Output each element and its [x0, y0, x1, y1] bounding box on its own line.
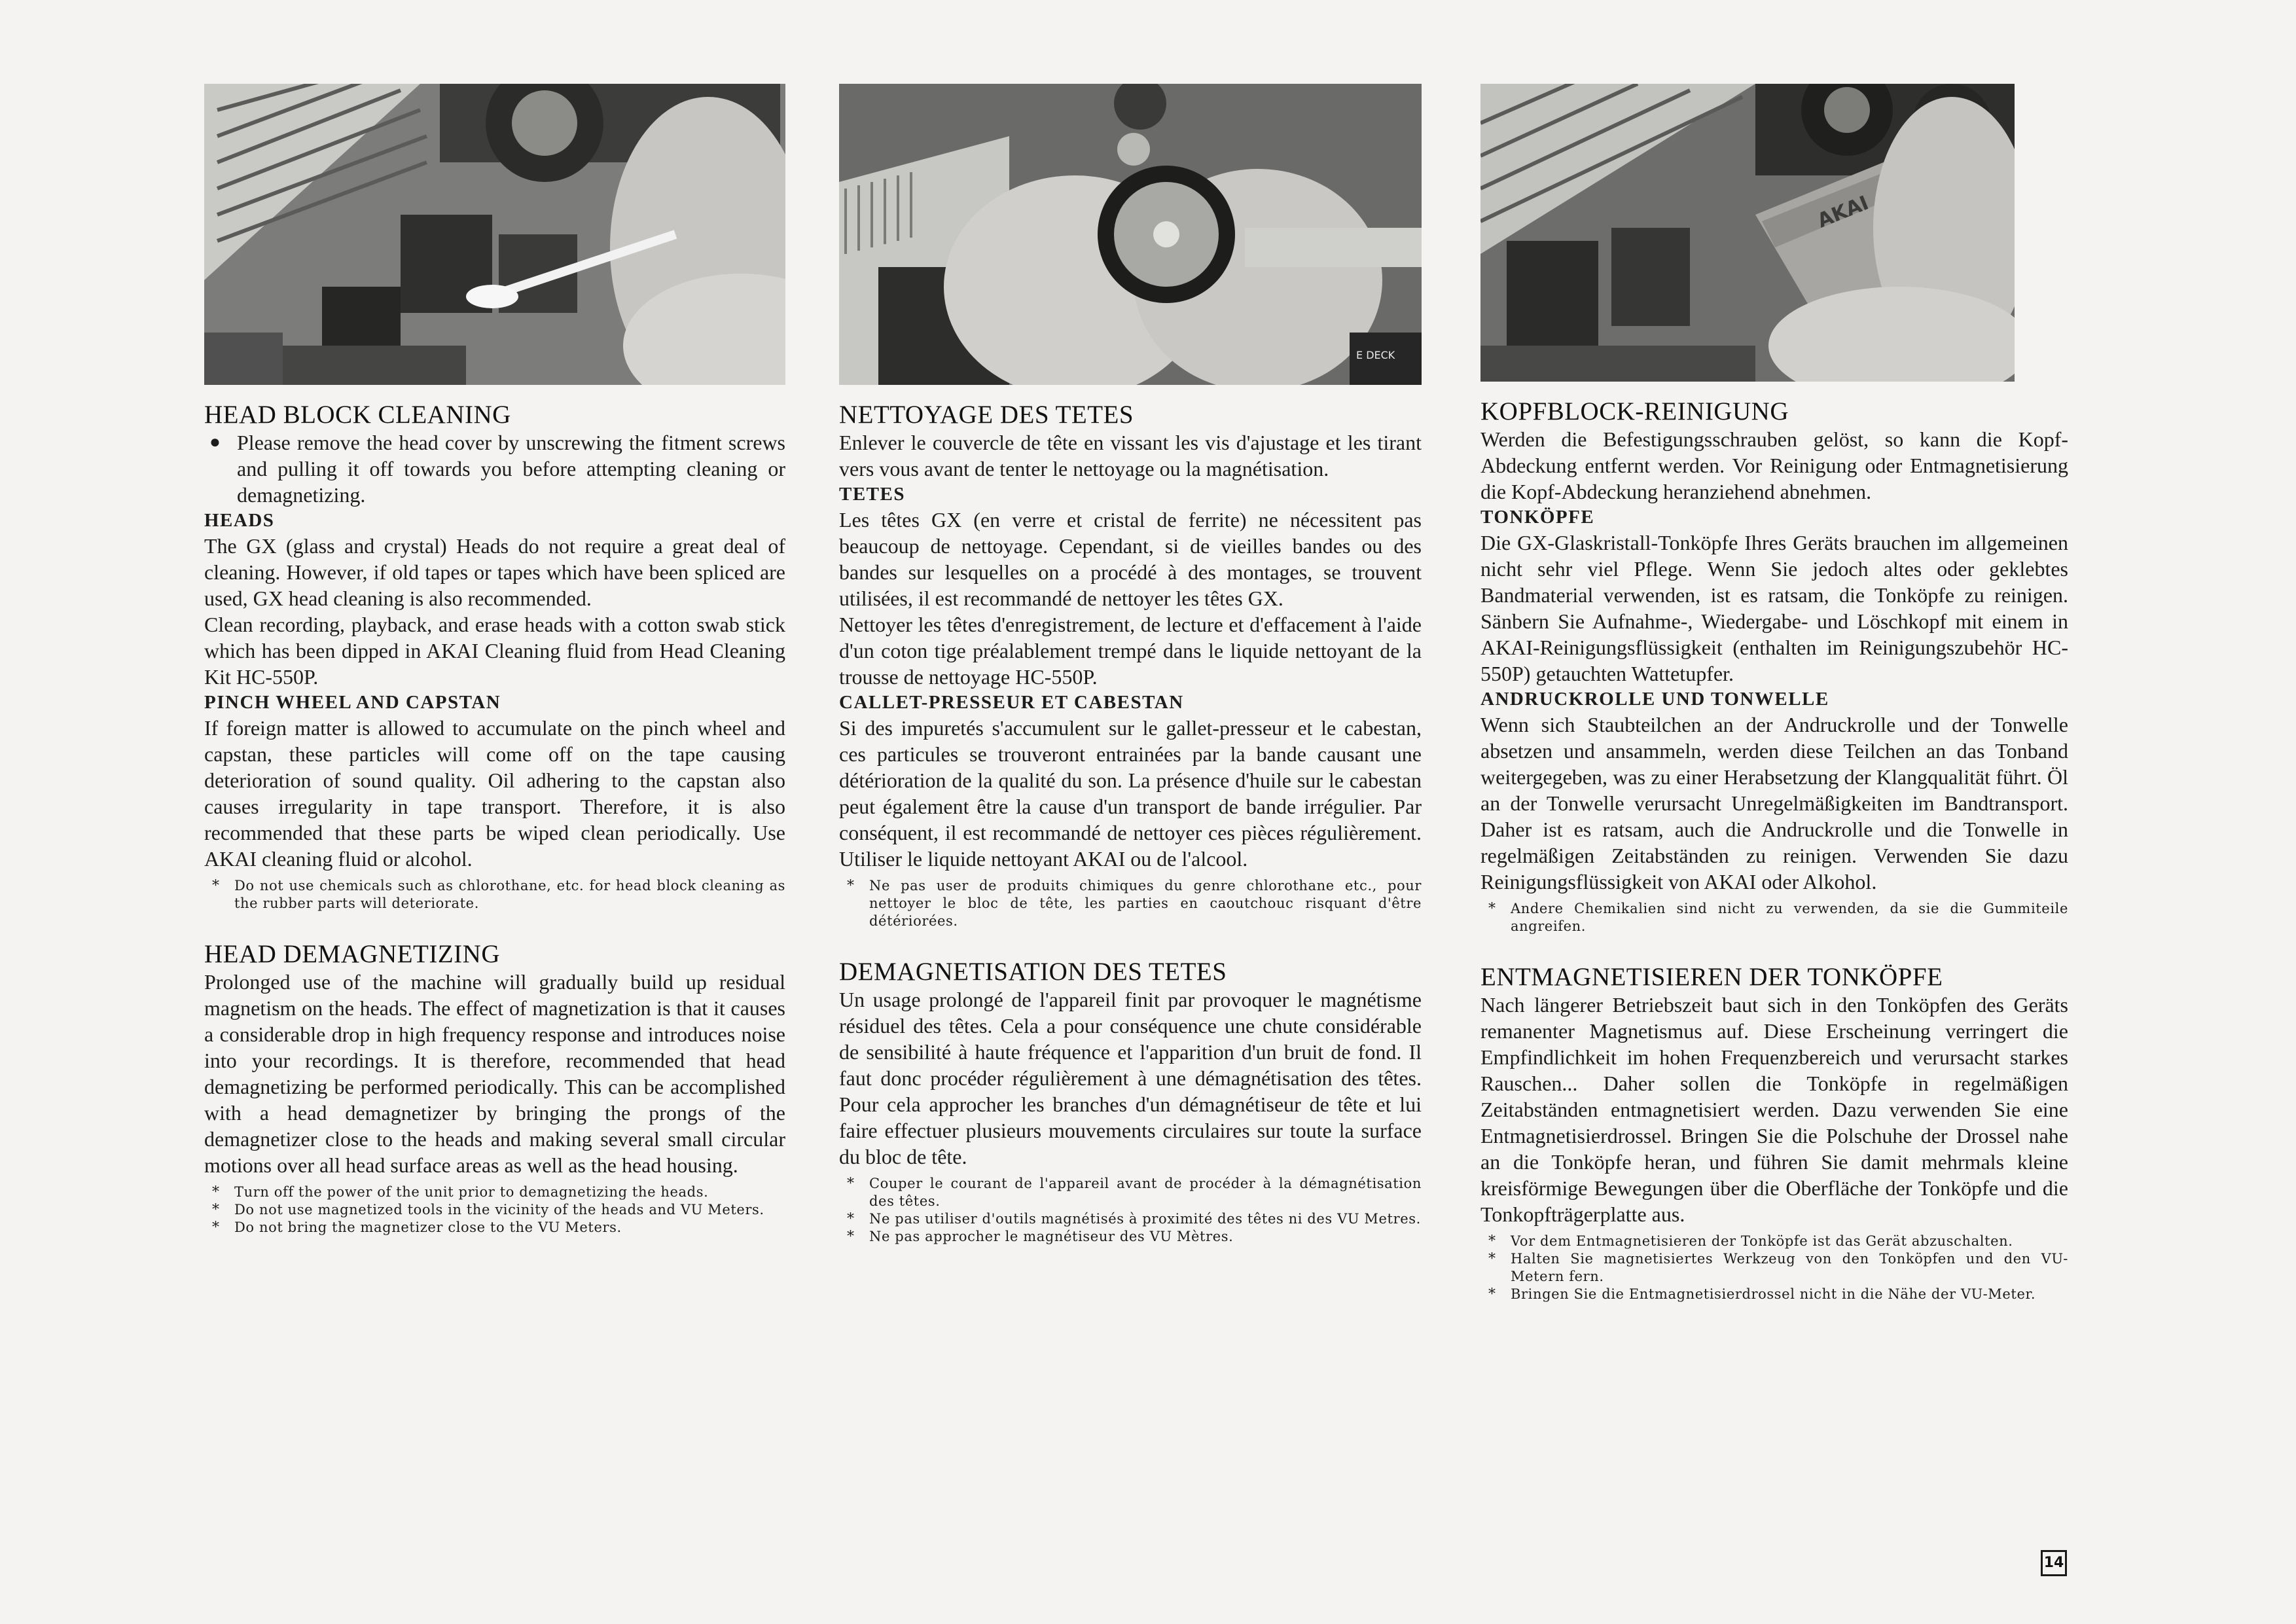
intro-text: Please remove the head cover by unscrewing the fitment screws and pulling it off towards you before attempting cleaning or demagnetizing. [237, 431, 785, 507]
photo-demagnetizer [1480, 84, 2015, 382]
intro-bullet [204, 429, 785, 508]
heads-paragraph-1: The GX (glass and crystal) Heads do not require a great deal of cleaning. However, if old tapes or tapes which have been spliced are used, GX head cleaning is also recommended. [204, 534, 785, 610]
section-title-nettoyage: NETTOYAGE DES TETES [839, 401, 1134, 429]
note-item: * Do not bring the magnetizer close to the VU Meters. [212, 1219, 622, 1236]
subheading-gallet: CALLET-PRESSEUR ET CABESTAN [839, 692, 1184, 713]
heads-paragraph-2: Clean recording, playback, and erase heads with a cotton swab stick which has been dipped in AKAI Cleaning fluid from Head Cleaning Kit HC-550P. [204, 613, 785, 689]
note-item: * Ne pas utiliser d'outils magnétisés à proximité des têtes ni des VU Metres. [847, 1211, 1421, 1227]
bullet-icon: ● [209, 432, 221, 452]
intro-text: Enlever le couvercle de tête en vissant les vis d'ajustage et les tirant vers vous avant de tenter le nettoyage ou la magnétisation. [839, 431, 1422, 480]
note-item: * Ne pas approcher le magnétiseur des VU Mètres. [847, 1229, 1234, 1245]
subheading-andruckrolle: ANDRUCKROLLE UND TONWELLE [1480, 689, 1829, 710]
tetes-paragraph-2: Nettoyer les têtes d'enregistrement, de lecture et d'effacement à l'aide d'un coton tige préalablement trempé dans le liquide nettoyant de la trousse de nettoyage HC-550P. [839, 613, 1422, 689]
cleaning-notes [204, 877, 785, 912]
note-item: * Bringen Sie die Entmagnetisierdrossel nicht in die Nähe der VU-Meter. [1488, 1286, 2036, 1303]
tonkoepfe-paragraph: Die GX-Glaskristall-Tonköpfe Ihres Geräts brauchen im allgemeinen nicht sehr viel Pflege. Wenn Sie jedoch altes oder geklebtes Bandmaterial verwenden, ist es ratsam, die Tonköpfe zu reinigen. Sänbern Sie Aufnahme-, Wiedergabe- und Löschkopf mit einem in AKAI-Reinigungsflüssigkeit (enthalten im Reinigungszubehör HC-550P) getauchten Wattetupfer. [1480, 531, 2068, 685]
photo-pinch-wheel-cleaning [839, 84, 1422, 385]
note-item: * Turn off the power of the unit prior to demagnetizing the heads. [212, 1184, 709, 1200]
page-number: 14 [2041, 1550, 2067, 1576]
gallet-paragraph: Si des impuretés s'accumulent sur le gallet-presseur et le cabestan, ces particules se trouveront entrainées par la bande causant une détérioration de la qualité du son. La présence d'huile sur le cabestan peut également être la cause d'un transport de bande irrégulier. Par conséquent, il est recommandé de nettoyer ces pièces régulièrement. Utiliser le liquide nettoyant AKAI ou de l'alcool. [839, 716, 1422, 871]
photo-head-cleaning-swab [204, 84, 785, 385]
note-item: * Ne pas user de produits chimiques du genre chlorothane etc., pour nettoyer le bloc de tête, les parties en caoutchouc risquant d'être détériorées. [847, 878, 1422, 929]
photo-illustration [204, 84, 785, 385]
subheading-pinch-wheel: PINCH WHEEL AND CAPSTAN [204, 692, 501, 713]
demagnetisation-notes [839, 1175, 1422, 1246]
demagnetizing-paragraph: Prolonged use of the machine will gradually build up residual magnetism on the heads. The effect of magnetization is that it causes a considerable drop in high frequency response and introduces noise into your recordings. It is therefore, recommended that head demagnetizing be performed periodically. This can be accomplished with a head demagnetizer by bringing the prongs of the demagnetizer close to the heads and making several small circular motions over all head surface areas as well as the head housing. [204, 970, 785, 1177]
tetes-paragraph-1: Les têtes GX (en verre et cristal de ferrite) ne nécessitent pas beaucoup de nettoyage. Cependant, si de vieilles bandes ou des bandes sur lesquelles on a procédé à des montages, se trouvent utilisées, il est recommandé de nettoyer les têtes GX. [839, 508, 1422, 610]
photo-illustration [839, 84, 1422, 385]
entmagnetisieren-paragraph: Nach längerer Betriebszeit baut sich in den Tonköpfen des Geräts remanenter Magnetismus auf. Diese Erscheinung verringert die Empfindlichkeit im hohen Frequenzbereich und verursacht starkes Rauschen... Daher sollen die Tonköpfe in regelmäßigen Zeitabständen entmagnetisiert werden. Dazu verwenden Sie eine Entmagnetisierdrossel. Bringen Sie die Polschuhe der Drossel nahe an die Tonköpfe heran, und führen Sie damit mehrmals kleine kreisförmige Bewegungen über die Oberfläche der Tonköpfe und die Tonkopfträgerplatte aus. [1480, 993, 2068, 1226]
andruckrolle-paragraph: Wenn sich Staubteilchen an der Andruckrolle und der Tonwelle absetzen und ansammeln, werden diese Teilchen an das Tonband weitergegeben, was zu einer Herabsetzung der Klangqualität führt. Öl an der Tonwelle verursacht Unregelmäßigkeiten im Bandtransport. Daher ist es ratsam, auch die Andruckrolle und die Tonwelle in regelmäßigen Zeitabständen zu reinigen. Verwenden Sie dazu Reinigungsflüssigkeit von AKAI oder Alkohol. [1480, 713, 2068, 893]
note-item: * Do not use chemicals such as chlorothane, etc. for head block cleaning as the rubber parts will deteriorate. [212, 878, 785, 911]
photo-deck-label: E DECK [1356, 349, 1395, 361]
subheading-tetes: TETES [839, 484, 905, 505]
note-item: * Do not use magnetized tools in the vicinity of the heads and VU Meters. [212, 1202, 764, 1218]
subheading-tonkoepfe: TONKÖPFE [1480, 507, 1595, 528]
intro-text: Werden die Befestigungsschrauben gelöst, so kann die Kopf-Abdeckung entfernt werden. Vor Reinigung oder Entmagnetisierung die Kopf-Abdeckung heranziehend abnehmen. [1480, 427, 2068, 503]
entmagnetisieren-notes [1480, 1233, 2068, 1303]
column-english [204, 84, 785, 1236]
note-item: * Halten Sie magnetisiertes Werkzeug von den Tonköpfen und den VU-Metern fern. [1488, 1251, 2068, 1284]
subheading-heads: HEADS [204, 510, 275, 531]
column-french [839, 84, 1422, 1246]
photo-brand-label: AKAI [1814, 191, 1872, 233]
section-title-head-demagnetizing: HEAD DEMAGNETIZING [204, 940, 500, 968]
section-title-demagnetisation: DEMAGNETISATION DES TETES [839, 958, 1227, 986]
cleaning-notes [839, 877, 1422, 930]
note-item: * Vor dem Entmagnetisieren der Tonköpfe ist das Gerät abzuschalten. [1488, 1233, 2013, 1250]
demagnetisation-paragraph: Un usage prolongé de l'appareil finit par provoquer le magnétisme résiduel des têtes. Cela a pour conséquence une chute considérable de sensibilité à haute fréquence et l'apparition d'un bruit de fond. Il faut donc procéder régulièrement à une démagnétisation des têtes. Pour cela approcher les branches d'un démagnétiseur de tête et lui faire effectuer plusieurs mouvements circulaires sur toute la surface du bloc de tête. [839, 988, 1422, 1168]
cleaning-notes [1480, 900, 2068, 935]
section-title-kopfblock: KOPFBLOCK-REINIGUNG [1480, 397, 1789, 425]
note-item: * Andere Chemikalien sind nicht zu verwenden, da sie die Gummiteile angreifen. [1488, 901, 2068, 934]
note-item: * Couper le courant de l'appareil avant de procéder à la démagnétisation des têtes. [847, 1176, 1422, 1209]
section-title-entmagnetisieren: ENTMAGNETISIEREN DER TONKÖPFE [1480, 963, 1943, 991]
column-german [1480, 84, 2068, 1303]
section-title-head-block-cleaning: HEAD BLOCK CLEANING [204, 401, 511, 429]
demagnetizing-notes [204, 1183, 785, 1236]
photo-illustration [1480, 84, 2015, 382]
pinch-wheel-paragraph: If foreign matter is allowed to accumulate on the pinch wheel and capstan, these particles will come off on the tape causing deterioration of sound quality. Oil adhering to the capstan also causes irregularity in tape transport. Therefore, it is also recommended that these parts be wiped clean periodically. Use AKAI cleaning fluid or alcohol. [204, 716, 785, 871]
